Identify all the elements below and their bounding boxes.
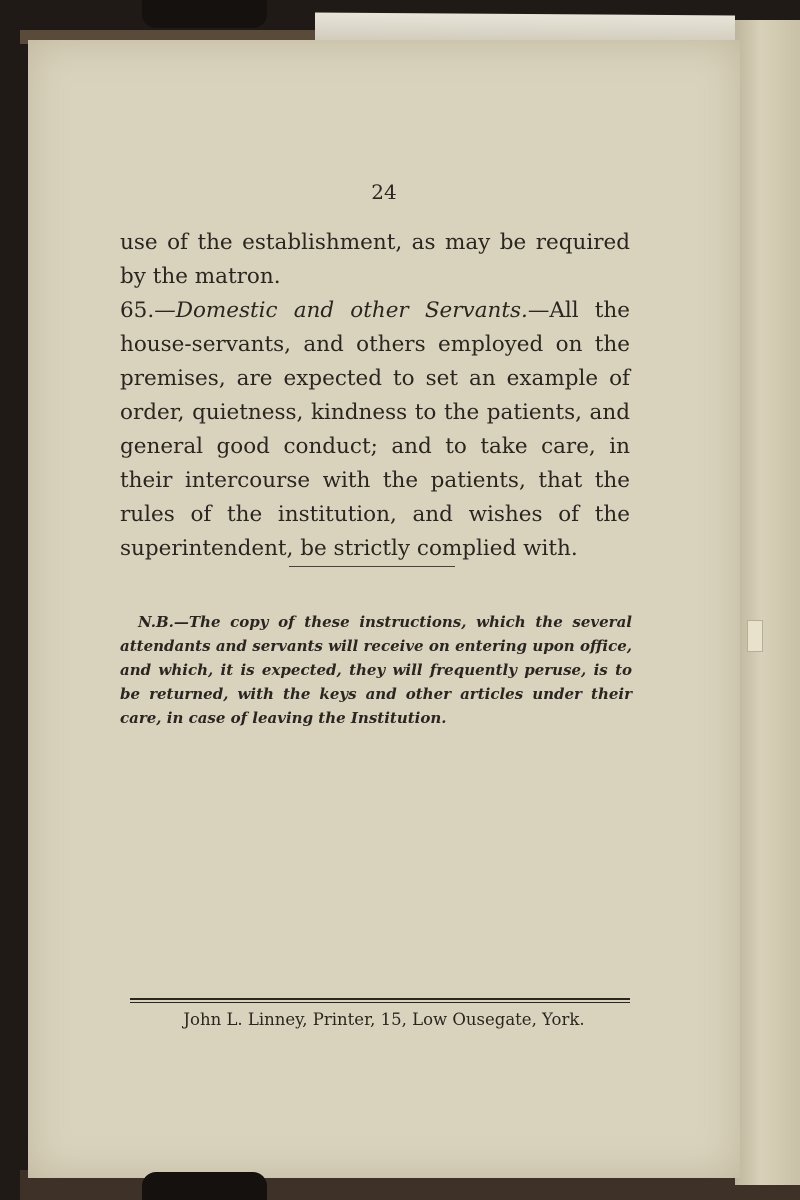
adjacent-pages bbox=[735, 20, 800, 1185]
page-clip-top bbox=[142, 0, 267, 28]
page-tab bbox=[747, 620, 763, 652]
imprint-rule-thin bbox=[130, 1002, 630, 1003]
book-page bbox=[28, 40, 740, 1178]
paragraph-2 bbox=[120, 294, 630, 566]
paragraph-1-text: use of the establishment, as may be required by the matron. bbox=[120, 230, 630, 289]
nb-label: N.B. bbox=[138, 613, 174, 631]
body-text bbox=[120, 226, 630, 566]
page-number: 24 bbox=[371, 180, 397, 204]
page-clip-bottom bbox=[142, 1172, 267, 1200]
nb-text: —The copy of these instructions, which the several attendants and servants will receive on entering upon office, and which, it is expected, they will frequently peruse, is to be returned, with the keys and other articles under their care, in case of leaving the Institution. bbox=[120, 613, 632, 727]
nota-bene bbox=[120, 610, 632, 730]
paragraph-1 bbox=[120, 226, 630, 294]
section-number: 65. bbox=[120, 298, 155, 323]
section-heading: —Domestic and other Servants. bbox=[154, 298, 528, 323]
section-divider bbox=[289, 566, 455, 567]
paragraph-2-text: —All the house-servants, and others employed on the premises, are expected to set an example of order, quietness, kindness to the patients, and general good conduct; and to take care, in their intercourse with the patients, that the rules of the institution, and wishes of the superintendent, be strictly complied with. bbox=[120, 298, 631, 561]
printer-imprint: John L. Linney, Printer, 15, Low Ousegate, York. bbox=[183, 1010, 585, 1029]
imprint-rule bbox=[130, 998, 630, 1000]
